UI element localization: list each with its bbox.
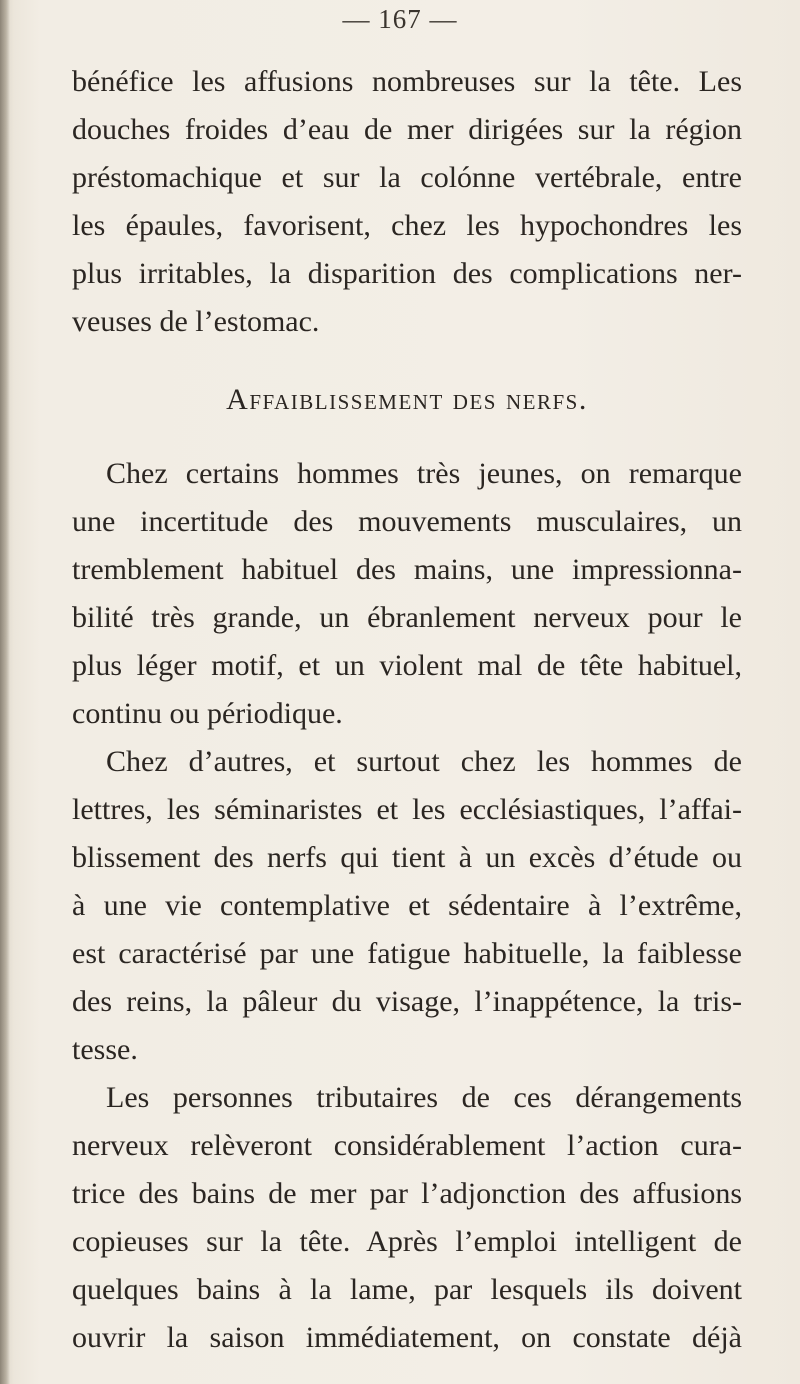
page-binding-edge bbox=[0, 0, 10, 1384]
text-line: une incertitude des mouvements musculaires, un bbox=[72, 505, 742, 538]
text-line: les épaules, favorisent, chez les hypochondres les bbox=[72, 209, 742, 242]
text-line: Les personnes tributaires de ces dérangements bbox=[106, 1081, 742, 1114]
text-line: plus irritables, la disparition des complications ner- bbox=[72, 257, 742, 290]
text-line: Chez certains hommes très jeunes, on remarque bbox=[106, 457, 742, 490]
text-line: douches froides d’eau de mer dirigées sur la région bbox=[72, 113, 742, 146]
text-line: ouvrir la saison immédiatement, on constate déjà bbox=[72, 1321, 742, 1354]
text-line: veuses de l’estomac. bbox=[72, 305, 320, 338]
section-heading: Affaiblissement des nerfs. bbox=[226, 383, 588, 416]
text-line: des reins, la pâleur du visage, l’inappétence, la tris- bbox=[72, 985, 742, 1018]
text-line: plus léger motif, et un violent mal de tête habituel, bbox=[72, 649, 742, 682]
text-line: est caractérisé par une fatigue habituelle, la faiblesse bbox=[72, 937, 742, 970]
text-line: blissement des nerfs qui tient à un excès d’étude ou bbox=[72, 841, 742, 874]
text-line: lettres, les séminaristes et les ecclésiastiques, l’affai- bbox=[72, 793, 742, 826]
page-text bbox=[72, 58, 742, 1362]
text-line: copieuses sur la tête. Après l’emploi intelligent de bbox=[72, 1225, 742, 1258]
text-line: tremblement habituel des mains, une impressionna- bbox=[72, 553, 742, 586]
text-line: nerveux relèveront considérablement l’action cura- bbox=[72, 1129, 742, 1162]
text-line: bénéfice les affusions nombreuses sur la tête. Les bbox=[72, 65, 742, 98]
text-line: quelques bains à la lame, par lesquels ils doivent bbox=[72, 1273, 742, 1306]
text-line: bilité très grande, un ébranlement nerveux pour le bbox=[72, 601, 742, 634]
text-line: trice des bains de mer par l’adjonction des affusions bbox=[72, 1177, 742, 1210]
text-line: à une vie contemplative et sédentaire à l’extrême, bbox=[72, 889, 742, 922]
text-line: préstomachique et sur la colónne vertébrale, entre bbox=[72, 161, 742, 194]
text-line: continu ou périodique. bbox=[72, 697, 343, 730]
text-line: Chez d’autres, et surtout chez les hommes de bbox=[106, 745, 742, 778]
text-line: tesse. bbox=[72, 1033, 138, 1066]
page-number: — 167 — bbox=[342, 4, 458, 34]
